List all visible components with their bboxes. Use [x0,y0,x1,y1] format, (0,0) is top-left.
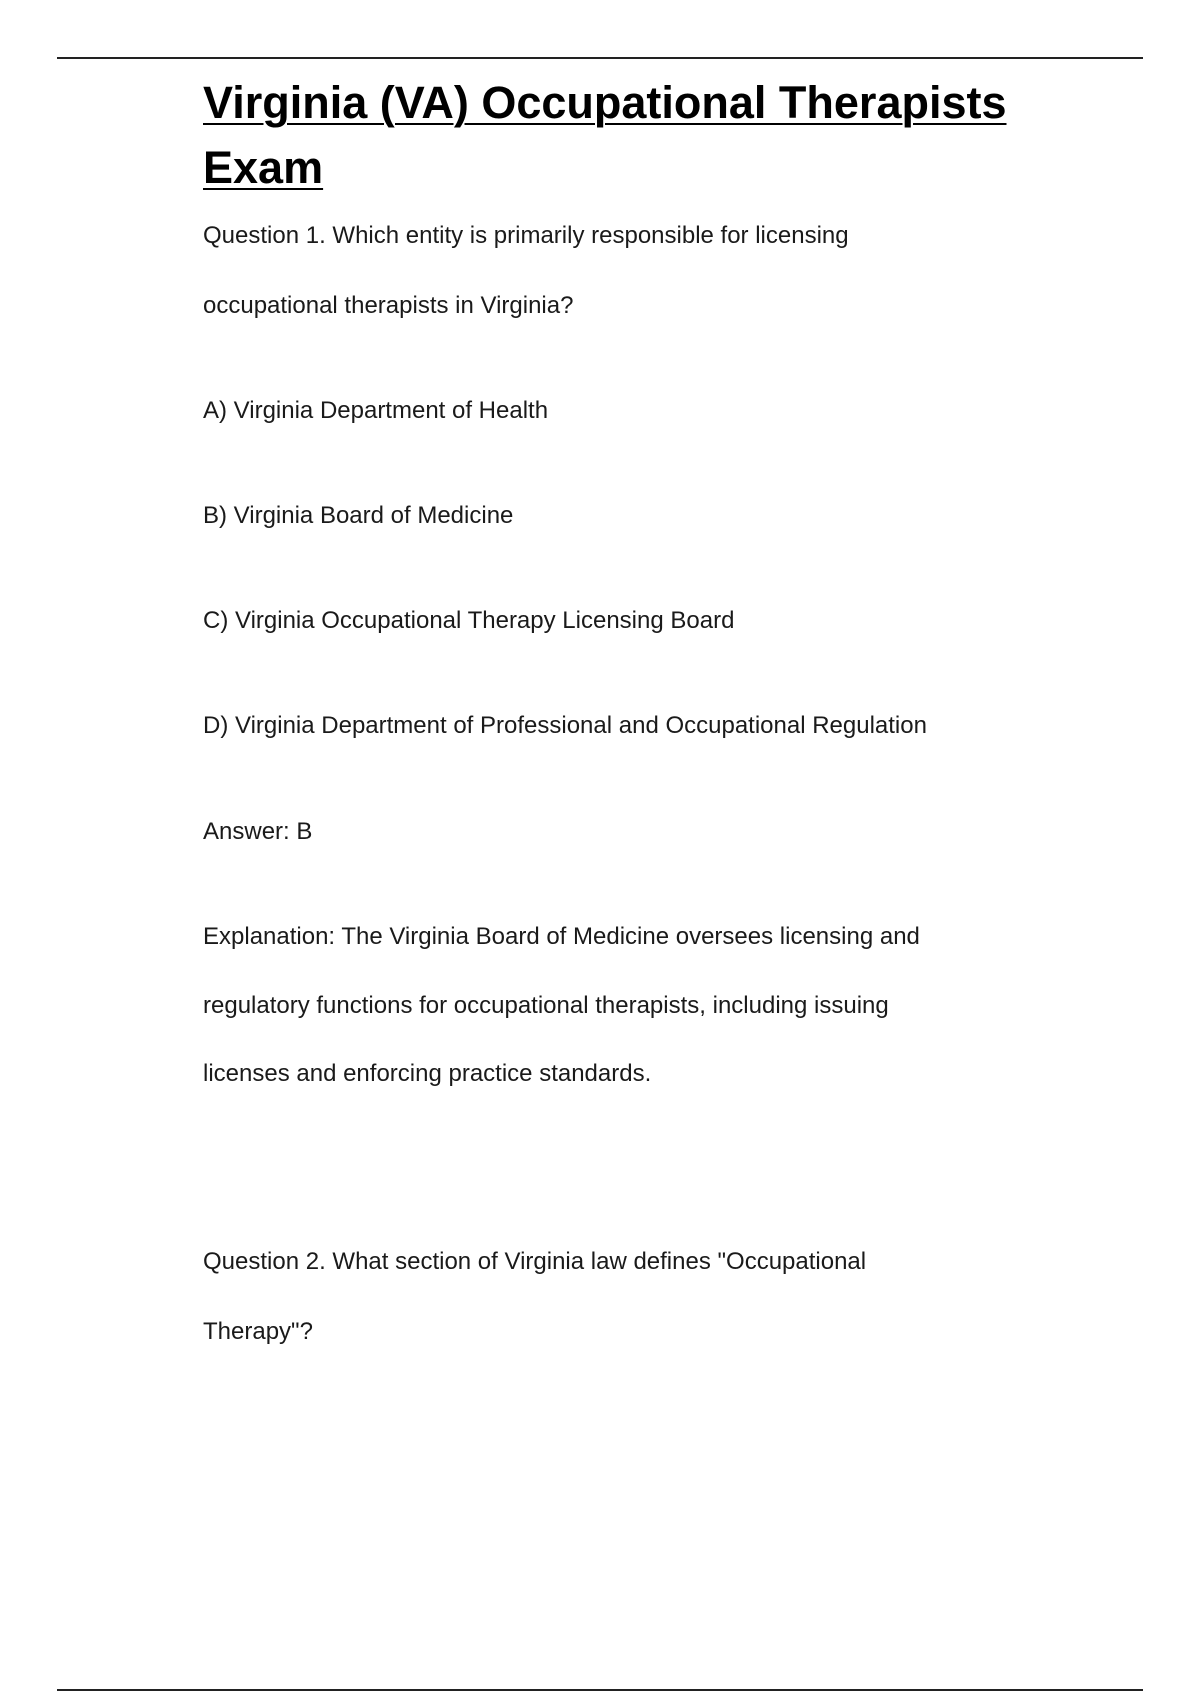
document-title [203,70,1063,200]
question-2-text-line-1: Question 2. What section of Virginia law defines "Occupational [203,1248,867,1275]
top-divider [57,57,1143,59]
question-1-text-line-1: Question 1. Which entity is primarily responsible for licensing [203,222,849,249]
question-1-option-b: B) Virginia Board of Medicine [203,502,514,529]
question-1-answer: Answer: B [203,818,313,845]
question-1-option-a: A) Virginia Department of Health [203,397,549,424]
question-1-option-c: C) Virginia Occupational Therapy Licensing Board [203,607,735,634]
question-1-explanation-line-3: licenses and enforcing practice standards. [203,1060,652,1087]
question-1-text-line-2: occupational therapists in Virginia? [203,292,574,319]
page-content [203,70,1063,1345]
document-title-line-1: Virginia (VA) Occupational Therapists [203,77,1007,128]
question-2-text-line-2: Therapy"? [203,1318,313,1345]
question-1-explanation-line-1: Explanation: The Virginia Board of Medicine oversees licensing and [203,923,920,950]
question-1-explanation-line-2: regulatory functions for occupational therapists, including issuing [203,992,889,1019]
question-1-option-d: D) Virginia Department of Professional and Occupational Regulation [203,712,927,739]
document-title-line-2: Exam [203,142,324,193]
bottom-divider [57,1689,1143,1691]
